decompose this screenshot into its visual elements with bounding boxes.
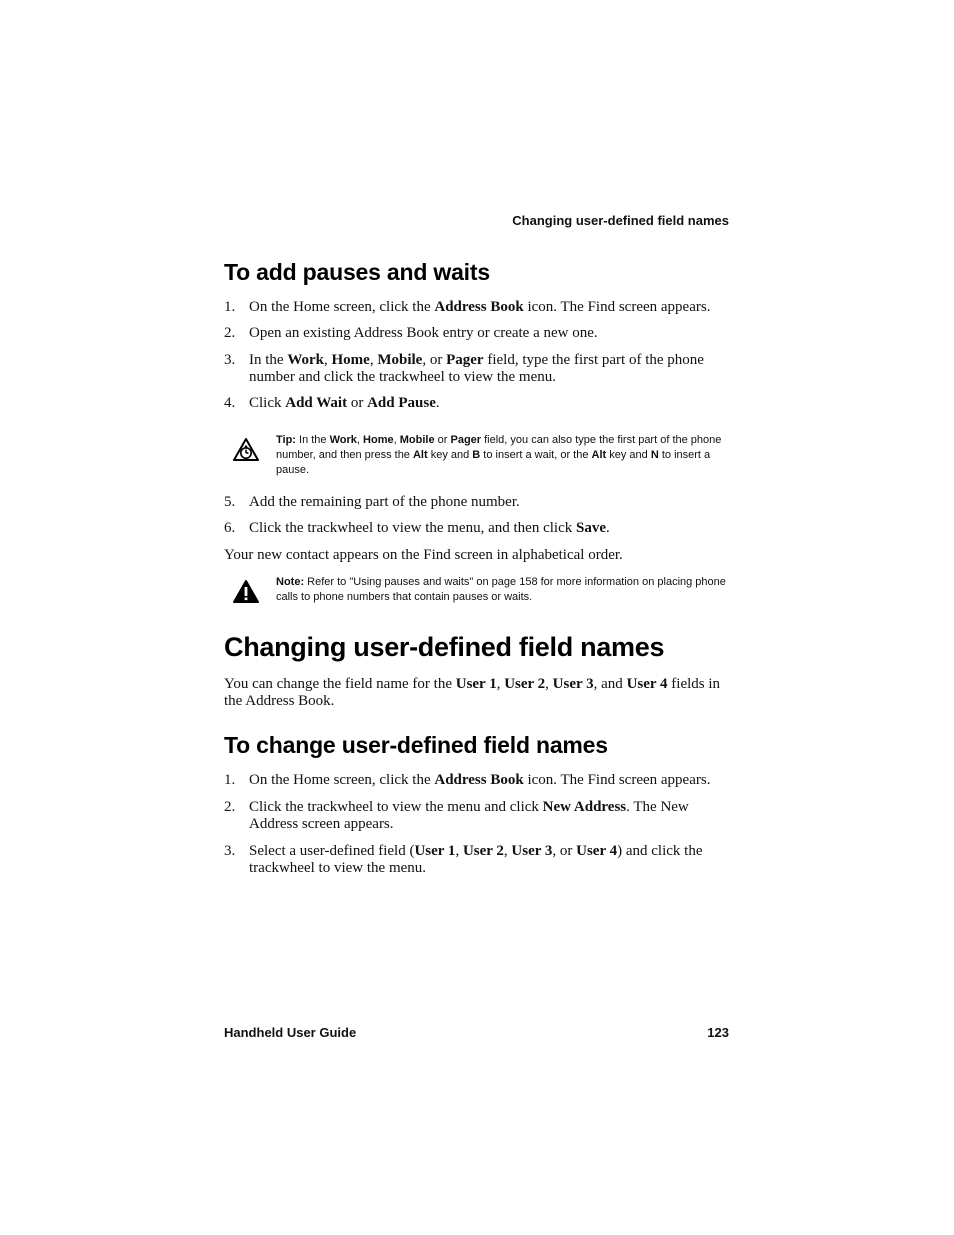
step-number: 2. bbox=[224, 325, 236, 341]
stopwatch-tip-icon bbox=[232, 436, 260, 464]
section-heading-change-field-names: To change user-defined field names bbox=[224, 732, 608, 758]
footer-title: Handheld User Guide bbox=[224, 1025, 357, 1040]
intro-paragraph: You can change the field name for the User 1, User 2, User 3, and User 4 fields in the Address Book. bbox=[224, 676, 721, 709]
running-header: Changing user-defined field names bbox=[512, 213, 729, 228]
step-number: 5. bbox=[224, 494, 236, 510]
step-number: 1. bbox=[224, 772, 236, 788]
section-heading-changing-field-names: Changing user-defined field names bbox=[224, 632, 665, 662]
list-item: 2. Click the trackwheel to view the menu and click New Address. The New Address screen appears. bbox=[224, 799, 689, 832]
step-number: 4. bbox=[224, 395, 236, 411]
list-item: 3. In the Work, Home, Mobile, or Pager field, type the first part of the phone number and click the trackwheel to view the menu. bbox=[224, 352, 704, 385]
step-number: 3. bbox=[224, 843, 236, 859]
tip-callout: Tip: In the Work, Home, Mobile or Pager field, you can also type the first part of the phone number, and then press the Alt key and B to insert a wait, or the Alt key and N to insert a pause. bbox=[276, 434, 722, 476]
list-item: 4. Click Add Wait or Add Pause. bbox=[224, 395, 440, 411]
step-number: 6. bbox=[224, 520, 236, 536]
section-heading-add-pauses: To add pauses and waits bbox=[224, 259, 490, 285]
step-number: 3. bbox=[224, 352, 236, 368]
list-item: 6. Click the trackwheel to view the menu, and then click Save. bbox=[224, 520, 610, 536]
note-callout: Note: Refer to "Using pauses and waits" on page 158 for more information on placing phone calls to phone numbers that contain pauses or waits. bbox=[276, 576, 726, 603]
list-item: 2. Open an existing Address Book entry or create a new one. bbox=[224, 325, 598, 341]
list-item: 1. On the Home screen, click the Address Book icon. The Find screen appears. bbox=[224, 299, 711, 315]
list-item: 3. Select a user-defined field (User 1, User 2, User 3, or User 4) and click the trackwheel to view the menu. bbox=[224, 843, 703, 876]
list-item: 5. Add the remaining part of the phone number. bbox=[224, 494, 520, 510]
step-number: 2. bbox=[224, 799, 236, 815]
result-paragraph: Your new contact appears on the Find screen in alphabetical order. bbox=[224, 547, 623, 563]
list-item: 1. On the Home screen, click the Address Book icon. The Find screen appears. bbox=[224, 772, 711, 788]
warning-note-icon bbox=[232, 578, 260, 606]
page-number: 123 bbox=[707, 1025, 729, 1040]
step-number: 1. bbox=[224, 299, 236, 315]
